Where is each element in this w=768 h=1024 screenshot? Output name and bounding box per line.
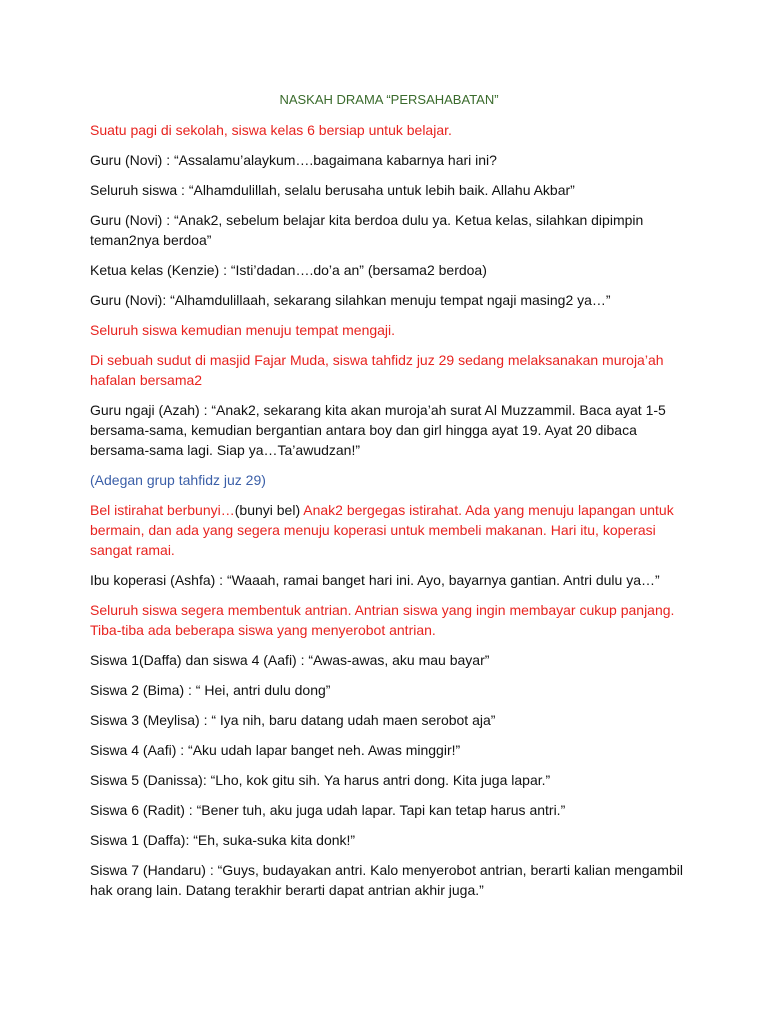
dialogue-paragraph: Siswa 2 (Bima) : “ Hei, antri dulu dong” bbox=[90, 682, 331, 698]
narration-paragraph bbox=[90, 500, 688, 560]
dialogue-paragraph: Guru (Novi) : “Assalamu’alaykum….bagaimana kabarnya hari ini? bbox=[90, 152, 497, 168]
narration-text: Bel istirahat berbunyi… bbox=[90, 502, 235, 518]
dialogue-paragraph: Guru (Novi) : “Anak2, sebelum belajar kita berdoa dulu ya. Ketua kelas, silahkan dipimpin teman2nya berdoa” bbox=[90, 212, 644, 248]
document-title: NASKAH DRAMA “PERSAHABATAN” bbox=[279, 92, 499, 107]
narration-paragraph: Suatu pagi di sekolah, siswa kelas 6 bersiap untuk belajar. bbox=[90, 122, 452, 138]
dialogue-paragraph: Guru (Novi): “Alhamdulillaah, sekarang silahkan menuju tempat ngaji masing2 ya…” bbox=[90, 292, 611, 308]
dialogue-paragraph: Siswa 6 (Radit) : “Bener tuh, aku juga udah lapar. Tapi kan tetap harus antri.” bbox=[90, 802, 566, 818]
narration-paragraph: Di sebuah sudut di masjid Fajar Muda, siswa tahfidz juz 29 sedang melaksanakan muroja’ah hafalan bersama2 bbox=[90, 352, 664, 388]
narration-paragraph: Seluruh siswa segera membentuk antrian. Antrian siswa yang ingin membayar cukup panjang. Tiba-tiba ada beberapa siswa yang menyerobot antrian. bbox=[90, 602, 675, 638]
narration-text: Anak2 bergegas istirahat. Ada yang menuju lapangan untuk bermain, dan ada yang segera menuju koperasi untuk membeli makanan. Hari itu, koperasi sangat ramai. bbox=[90, 502, 674, 558]
narration-paragraph: Seluruh siswa kemudian menuju tempat mengaji. bbox=[90, 322, 396, 338]
dialogue-paragraph: Siswa 1 (Daffa): “Eh, suka-suka kita donk!” bbox=[90, 832, 356, 848]
dialogue-paragraph: Siswa 3 (Meylisa) : “ Iya nih, baru datang udah maen serobot aja” bbox=[90, 712, 496, 728]
dialogue-paragraph: Seluruh siswa : “Alhamdulillah, selalu berusaha untuk lebih baik. Allahu Akbar” bbox=[90, 182, 575, 198]
dialogue-paragraph: Guru ngaji (Azah) : “Anak2, sekarang kita akan muroja’ah surat Al Muzzammil. Baca ayat 1-5 bersama-sama, kemudian bergantian antara boy dan girl hingga ayat 19. Ayat 20 dibaca bersama-sama lagi. Siap ya…Ta’awudzan!” bbox=[90, 402, 666, 458]
sound-cue-text: (bunyi bel) bbox=[234, 502, 304, 518]
scene-note-paragraph: (Adegan grup tahfidz juz 29) bbox=[90, 472, 266, 488]
dialogue-paragraph: Ibu koperasi (Ashfa) : “Waaah, ramai banget hari ini. Ayo, bayarnya gantian. Antri dulu ya…” bbox=[90, 572, 660, 588]
dialogue-paragraph: Siswa 5 (Danissa): “Lho, kok gitu sih. Ya harus antri dong. Kita juga lapar.” bbox=[90, 772, 551, 788]
dialogue-paragraph: Siswa 7 (Handaru) : “Guys, budayakan antri. Kalo menyerobot antrian, berarti kalian mengambil hak orang lain. Datang terakhir berarti dapat antrian akhir juga.” bbox=[90, 862, 683, 898]
dialogue-paragraph: Siswa 4 (Aafi) : “Aku udah lapar banget neh. Awas minggir!” bbox=[90, 742, 461, 758]
dialogue-paragraph: Siswa 1(Daffa) dan siswa 4 (Aafi) : “Awas-awas, aku mau bayar” bbox=[90, 652, 490, 668]
dialogue-paragraph: Ketua kelas (Kenzie) : “Isti’dadan….do’a an” (bersama2 berdoa) bbox=[90, 262, 487, 278]
